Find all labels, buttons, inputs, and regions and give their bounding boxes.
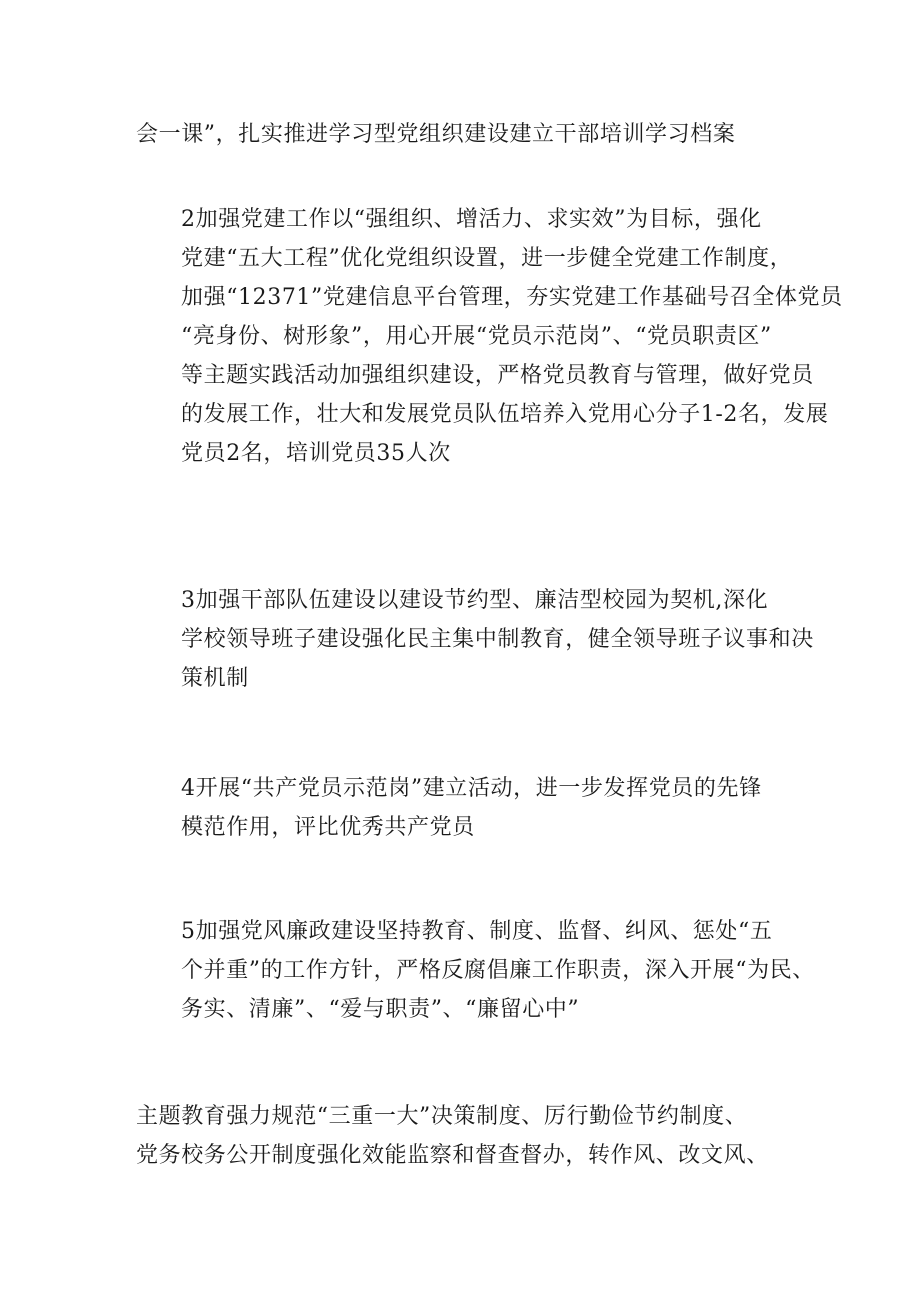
text-line: 策机制 xyxy=(181,666,249,691)
text-line: “亮身份、树形象”，用心开展“党员示范岗”、“党员职责区” xyxy=(181,324,772,349)
text-line: 3加强干部队伍建设以建设节约型、廉洁型校园为契机,深化 xyxy=(181,588,769,613)
text-line: 务实、清廉”、“爱与职责”、“廉留心中” xyxy=(181,997,580,1022)
text-line: 5加强党风廉政建设坚持教育、制度、监督、纠风、惩处“五 xyxy=(181,919,773,944)
paragraph-3-cadre-team xyxy=(136,581,814,698)
text-line: 个并重”的工作方针，严格反腐倡廉工作职责，深入开展“为民、 xyxy=(181,958,815,983)
text-line: 2加强党建工作以“强组织、增活力、求实效”为目标，强化 xyxy=(181,207,762,232)
paragraph-2-party-building xyxy=(136,200,843,473)
text-line: 党员2名，培训党员35人次 xyxy=(181,441,451,466)
paragraph-4-model-post xyxy=(136,769,796,847)
paragraph-6-theme-education xyxy=(136,1097,796,1175)
text-line: 党务校务公开制度强化效能监察和督查督办，转作风、改文风、 xyxy=(136,1143,769,1168)
text-line: 主题教育强力规范“三重一大”决策制度、厉行勤俭节约制度、 xyxy=(136,1104,748,1129)
paragraph-5-integrity xyxy=(136,912,815,1029)
text-line: 学校领导班子建设强化民主集中制教育，健全领导班子议事和决 xyxy=(181,627,814,652)
text-line: 党建“五大工程”优化党组织设置，进一步健全党建工作制度， xyxy=(181,246,793,271)
text-line: 会一课”，扎实推进学习型党组织建设建立干部培训学习档案 xyxy=(136,122,736,147)
text-line: 的发展工作，壮大和发展党员队伍培养入党用心分子1-2名，发展 xyxy=(181,402,829,427)
text-line: 模范作用，评比优秀共产党员 xyxy=(181,815,475,840)
paragraph-1-continuation xyxy=(136,115,796,154)
text-line: 加强“12371”党建信息平台管理，夯实党建工作基础号召全体党员 xyxy=(181,285,843,310)
text-line: 4开展“共产党员示范岗”建立活动，进一步发挥党员的先锋 xyxy=(181,776,762,801)
text-line: 等主题实践活动加强组织建设，严格党员教育与管理，做好党员 xyxy=(181,363,814,388)
